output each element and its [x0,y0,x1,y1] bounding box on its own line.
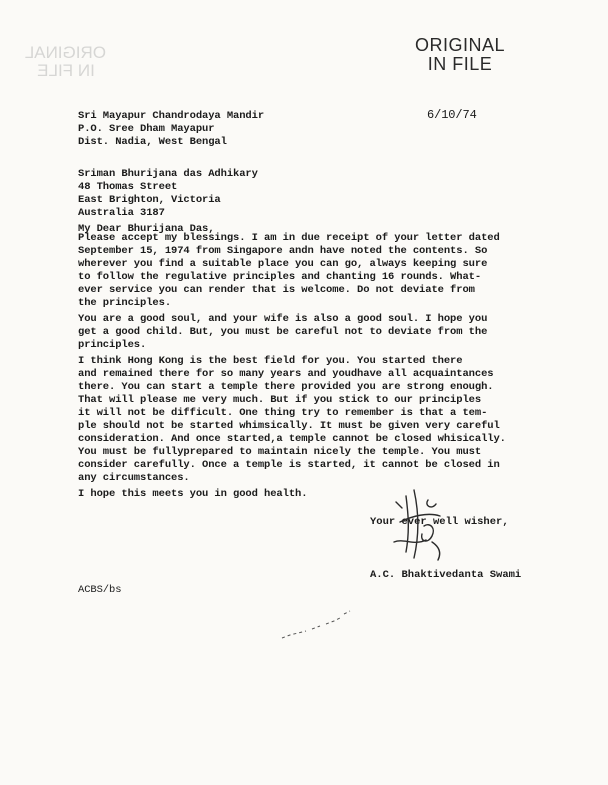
recipient-address-line: Sriman Bhurijana das Adhikary [78,168,258,180]
handwritten-signature [384,482,454,568]
recipient-address-line: Australia 3187 [78,207,165,219]
closing: Your ever well wisher, [370,516,509,528]
stamp-line1: ORIGINAL [414,35,506,55]
body-line: wherever you find a suitable place you can go, always keeping sure [78,258,488,270]
body-line: consider carefully. Once a temple is started, it cannot be closed in [78,459,500,471]
body-line: I think Hong Kong is the best field for you. You started there [78,355,463,367]
salutation: My Dear Bhurijana Das, [78,223,215,235]
ghost-stamp-line1: ORIGINAL [24,43,106,62]
body-line: You are a good soul, and your wife is also a good soul. I hope you [78,313,488,325]
body-line: consideration. And once started,a temple cannot be closed whisically. [78,433,506,445]
recipient-address-line: East Brighton, Victoria [78,194,221,206]
body-line: principles. [78,339,147,351]
body-line: September 15, 1974 from Singapore andn have noted the contents. So [78,245,488,257]
letter-date: 6/10/74 [427,108,477,122]
recipient-address-line: 48 Thomas Street [78,181,178,193]
body-line: You must be fullyprepared to maintain nicely the temple. You must [78,446,482,458]
signatory-name: A.C. Bhaktivedanta Swami [370,569,522,581]
body-line: ever service you can render that is welcome. Do not deviate from [78,284,475,296]
body-line: and remained there for so many years and youdhave all acquaintances [78,368,494,380]
sender-address-line: Dist. Nadia, West Bengal [78,136,227,148]
body-line: to follow the regulative principles and chanting 16 rounds. What- [78,271,482,283]
body-line: get a good child. But, you must be careful not to deviate from the [78,326,488,338]
body-line: That will please me very much. But if you stick to our principles [78,394,482,406]
body-line: Please accept my blessings. I am in due receipt of your letter dated [78,232,500,244]
ghost-stamp-line2: IN FILE [37,61,95,80]
body-line: it will not be difficult. One thing try to remember is that a tem- [78,407,488,419]
ghost-stamp [26,44,106,80]
body-line: any circumstances. [78,472,190,484]
reference-initials: ACBS/bs [78,584,122,596]
stray-pen-marks [278,602,358,642]
stamp-line2: IN FILE [427,54,493,74]
sender-address-line: P.O. Sree Dham Mayapur [78,123,215,135]
sender-address-line: Sri Mayapur Chandrodaya Mandir [78,110,265,122]
body-line: I hope this meets you in good health. [78,488,308,500]
body-line: ple should not be started whimsically. It must be given very careful [78,420,500,432]
body-line: the principles. [78,297,172,309]
original-in-file-stamp [400,36,520,74]
body-line: there. You can start a temple there provided you are strong enough. [78,381,494,393]
